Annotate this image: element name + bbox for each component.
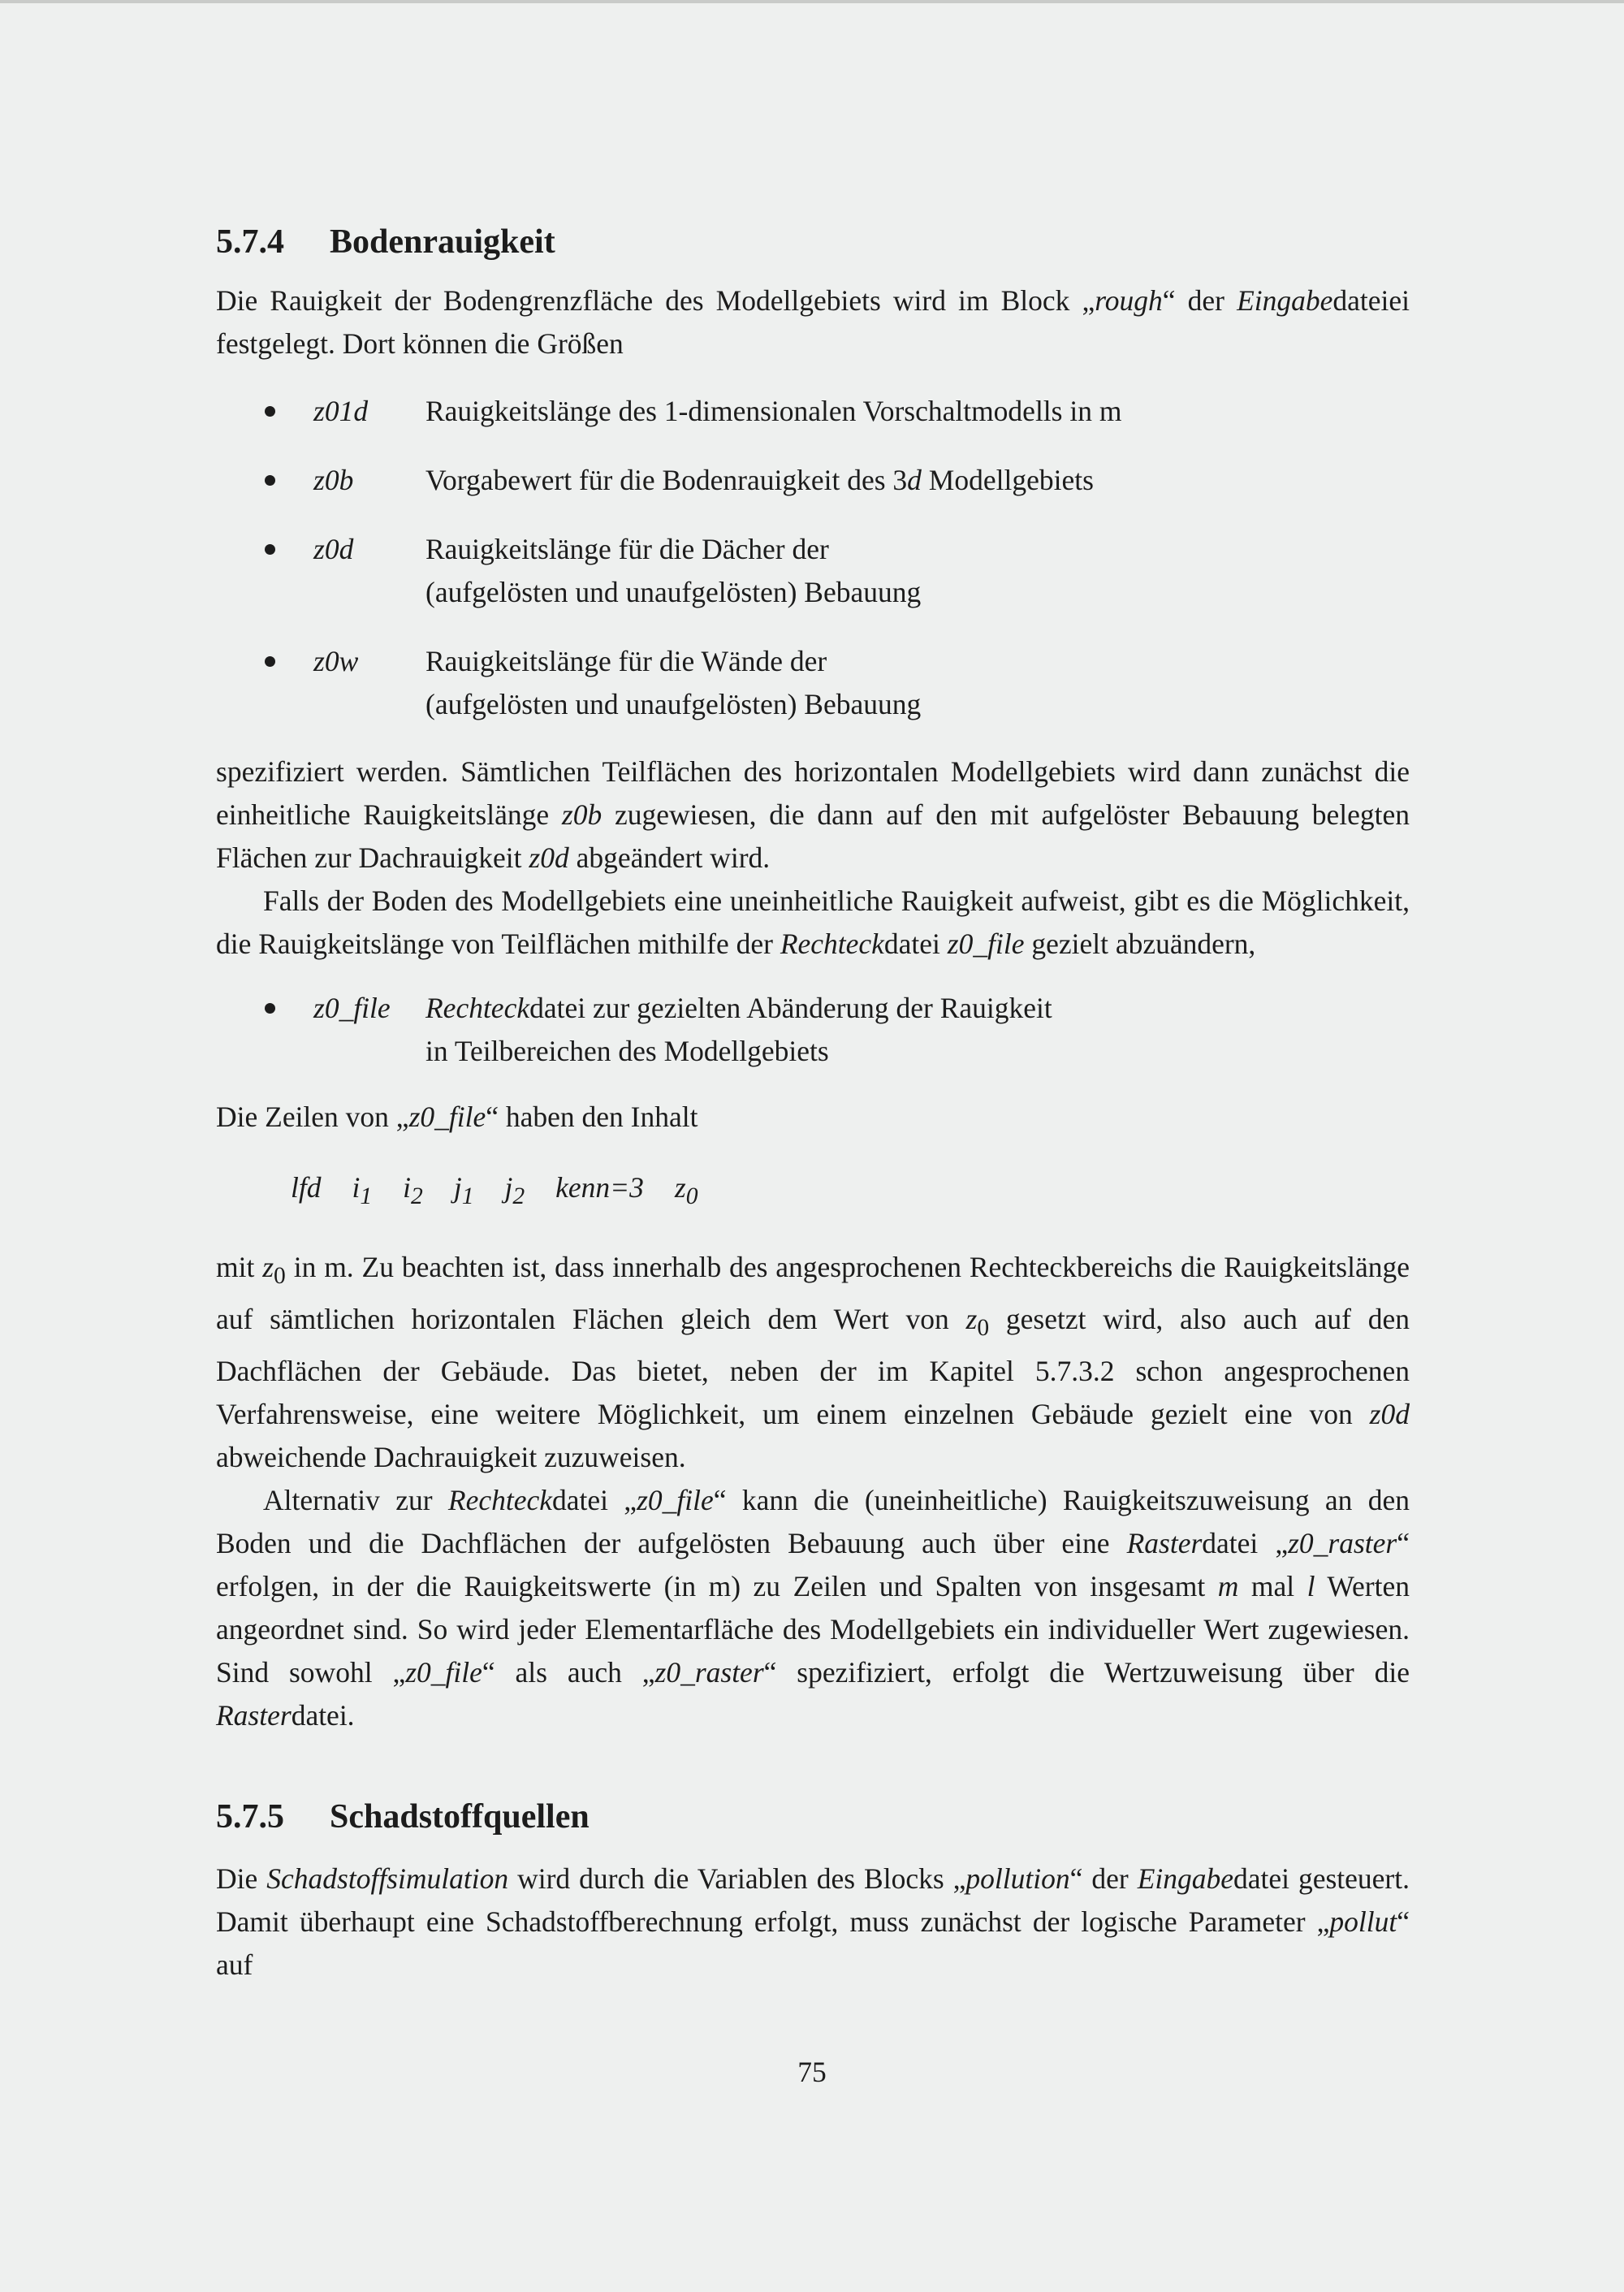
bullet-icon [216, 640, 313, 726]
formula-term: $i_2$ [403, 1171, 423, 1210]
variable-list [216, 390, 1410, 726]
list-item-desc: Vorgabewert für die Bodenrauigkeit des 3d Modellgebiets [425, 464, 1094, 496]
section-heading-5-7-5 [216, 1794, 1410, 1840]
paragraph-lines: Die Zeilen von „z0_file“ haben den Inhalt [216, 1101, 698, 1133]
formula-term: kenn=3 [555, 1171, 644, 1204]
list-item-term: z01d [313, 395, 369, 427]
list-item-term: z0_file [313, 992, 391, 1024]
document-page [216, 219, 1410, 1987]
formula-term: $z_0$ [674, 1171, 698, 1210]
page-number: 75 [797, 2056, 827, 2088]
formula-term: $j_1$ [453, 1171, 474, 1210]
section-number: 5.7.4 [216, 223, 284, 261]
file-variable-list [216, 987, 1410, 1073]
section-heading-5-7-4 [216, 219, 1410, 265]
list-item [216, 987, 1410, 1073]
paragraph-pollution: Die Schadstoffsimulation wird durch die Variablen des Blocks „pollution“ der Eingabedatei gesteuert. Damit überhaupt eine Schadstoffberechnung erfolgt, muss zunächst der logische Parameter „pollut“ auf [216, 1862, 1410, 1982]
list-item-desc: Rauigkeitslänge für die Wände der (aufgelösten und unaufgelösten) Bebauung [425, 645, 922, 720]
list-item-desc: Rauigkeitslänge für die Dächer der (aufgelösten und unaufgelösten) Bebauung [425, 533, 922, 608]
formula-term: $i_1$ [352, 1171, 373, 1210]
list-item [216, 459, 1410, 502]
formula-term: $j_2$ [504, 1171, 525, 1210]
list-item [216, 640, 1410, 726]
list-item-term: z0d [313, 533, 354, 565]
list-item [216, 390, 1410, 433]
paragraph-nonuniform: Falls der Boden des Modellgebiets eine uneinheitliche Rauigkeit aufweist, gibt es die Möglichkeit, die Rauigkeitslänge von Teilflächen mithilfe der Rechteckdatei z0_file gezielt abzuändern, [216, 884, 1410, 960]
scan-top-edge [0, 0, 1624, 3]
formula-term: lfd [291, 1171, 322, 1204]
bullet-icon [216, 528, 313, 614]
list-item [216, 528, 1410, 614]
list-item-term: z0w [313, 645, 359, 677]
list-item-desc: Rauigkeitslänge des 1-dimensionalen Vorschaltmodells in m [425, 395, 1122, 427]
section-title: Bodenrauigkeit [330, 223, 555, 261]
record-format-formula [291, 1166, 1410, 1218]
list-item-term: z0b [313, 464, 354, 496]
intro-a: Die Rauigkeit der Bodengrenzfläche des Modellgebiets wird im Block „rough“ der Eingabedateiei festgelegt. Dort können die Größen [216, 284, 1410, 360]
paragraph-note: mit $z_0$ in m. Zu beachten ist, dass innerhalb des angesprochenen Rechteckbereichs die Rauigkeitslänge auf sämtlichen horizontalen Flächen gleich dem Wert von $z_0$ gesetzt wird, also auch auf den Dachflächen der Gebäude. Das bietet, neben der im Kapitel 5.7.3.2 schon angesprochenen Verfahrensweise, eine weitere Möglichkeit, um einem einzelnen Gebäude gezielt eine von z0d abweichende Dachrauigkeit zuzuweisen. [216, 1251, 1410, 1474]
section-number: 5.7.5 [216, 1798, 284, 1836]
paragraph-specified: spezifiziert werden. Sämtlichen Teilflächen des horizontalen Modellgebiets wird dann zunächst die einheitliche Rauigkeitslänge z0b zugewiesen, die dann auf den mit aufgelöster Bebauung belegten Flächen zur Dachrauigkeit z0d abgeändert wird. [216, 755, 1410, 874]
section-title: Schadstoffquellen [330, 1798, 590, 1836]
list-item-desc: Rechteckdatei zur gezielten Abänderung der Rauigkeit in Teilbereichen des Modellgebiets [425, 992, 1052, 1067]
bullet-icon [216, 987, 313, 1073]
paragraph-intro [216, 279, 1410, 365]
bullet-icon [216, 459, 313, 502]
paragraph-raster: Alternativ zur Rechteckdatei „z0_file“ kann die (uneinheitliche) Rauigkeitszuweisung an den Boden und die Dachflächen der aufgelösten Bebauung auch über eine Rasterdatei „z0_raster“ erfolgen, in der die Rauigkeitswerte (in m) zu Zeilen und Spalten von insgesamt m mal l Werten angeordnet sind. So wird jeder Elementarfläche des Modellgebiets ein individueller Wert zugewiesen. Sind sowohl „z0_file“ als auch „z0_raster“ spezifiziert, erfolgt die Wertzuweisung über die Rasterdatei. [216, 1484, 1410, 1732]
bullet-icon [216, 390, 313, 433]
